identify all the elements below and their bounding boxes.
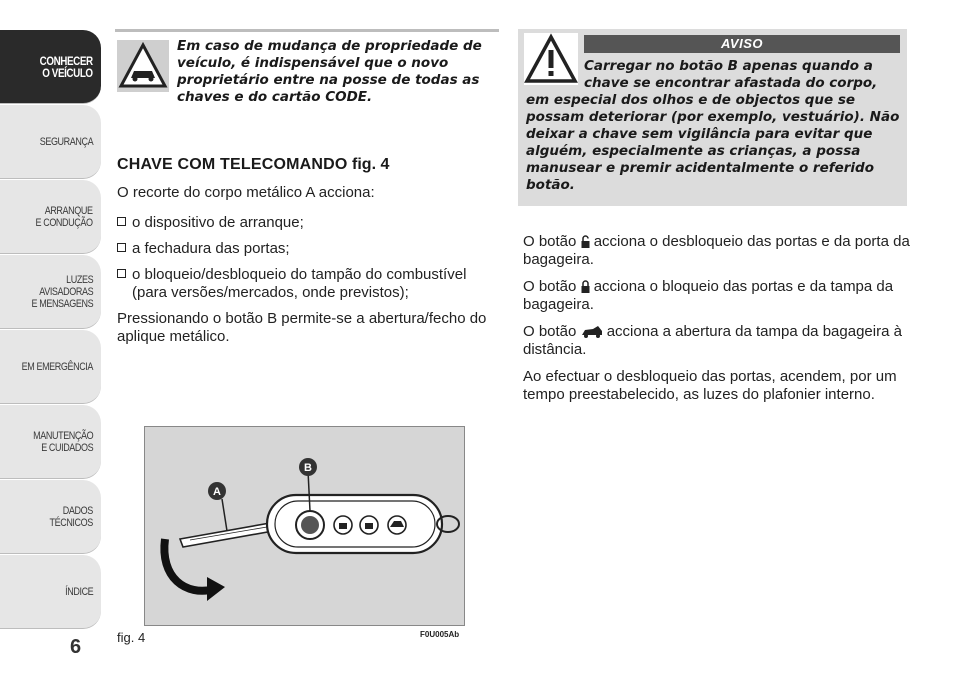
list-item: o bloqueio/desbloqueio do tampão do combustível (para versões/mercados, onde previstos);: [117, 266, 497, 302]
list-item: o dispositivo de arranque;: [117, 214, 497, 232]
closing-paragraph: Pressionando o botão B permite-se a abertura/fecho do aplique metálico.: [117, 310, 487, 345]
tab-luzes-avisadoras[interactable]: [0, 255, 101, 329]
p3-before: O botão: [523, 323, 577, 340]
tab-label: CONHECER O VEÍCULO: [39, 53, 93, 80]
figure-code: F0U005Ab: [420, 630, 460, 639]
top-rule: [115, 29, 499, 32]
tab-label: ARRANQUE E CONDUÇÃO: [35, 204, 93, 229]
key-figure: [144, 426, 465, 626]
tab-label: SEGURANÇA: [39, 135, 93, 148]
p2-before: O botão: [523, 278, 577, 295]
label-b: B: [304, 462, 312, 474]
tab-label: MANUTENÇÃO E CUIDADOS: [32, 429, 93, 454]
p3-after: acciona a abertura da tampa da bagageira à distância.: [523, 323, 902, 358]
bullet-list: [117, 214, 497, 310]
ownership-notice: [117, 38, 499, 106]
section-figure-ref: fig. 4: [352, 156, 390, 173]
p1-after: acciona o desbloqueio das portas e da porta da bagageira.: [523, 233, 910, 268]
warning-title: AVISO: [584, 35, 900, 53]
lock-paragraph: [523, 278, 915, 314]
unlock-padlock-icon: [581, 235, 590, 248]
page-number: 6: [70, 636, 82, 658]
label-a: A: [213, 486, 221, 498]
tab-arranque-e-conducao[interactable]: [0, 180, 101, 254]
unlock-paragraph: [523, 233, 915, 269]
interior-light-paragraph: Ao efectuar o desbloqueio das portas, acendem, por um tempo preestabelecido, as luzes do plafonier interno.: [523, 368, 897, 403]
tab-indice[interactable]: [0, 555, 101, 629]
figure-caption: fig. 4: [117, 630, 146, 645]
lock-padlock-icon: [581, 280, 590, 293]
car-trunk-icon: [581, 326, 603, 338]
tab-seguranca[interactable]: [0, 105, 101, 179]
section-title-text: CHAVE COM TELECOMANDO: [117, 156, 348, 173]
tab-dados-tecnicos[interactable]: [0, 480, 101, 554]
warning-lead: Carregar no botão B apenas quando a chave se encontrar afastada do corpo,: [584, 58, 878, 91]
section-title: [117, 156, 389, 174]
p1-before: O botão: [523, 233, 577, 250]
tab-label: LUZES AVISADORAS E MENSAGENS: [31, 273, 93, 310]
p2-after: acciona o bloqueio das portas e da tampa da bagageira.: [523, 278, 894, 313]
tab-label: EM EMERGÊNCIA: [21, 360, 93, 373]
warning-body: em especial dos olhos e de objectos que se possam deteriorar (por exemplo, vestuário). Não deixar a chave sem vigilância para evitar que alguém, especialmente as crianças, a possa manusear e premir acidentalmente o referido botão.: [526, 92, 900, 193]
notice-text: Em caso de mudança de propriedade de veículo, é indispensável que o novo proprietário entre na posse de todas as chaves e do cartão CODE.: [177, 38, 482, 105]
tab-em-emergencia[interactable]: [0, 330, 101, 404]
intro-paragraph: O recorte do corpo metálico A acciona:: [117, 184, 375, 201]
trunk-paragraph: [523, 323, 915, 359]
list-item: a fechadura das portas;: [117, 240, 497, 258]
tab-label: ÍNDICE: [64, 585, 93, 598]
tab-label: DADOS TÉCNICOS: [49, 504, 93, 529]
key-illustration: [145, 427, 464, 625]
tab-manutencao[interactable]: [0, 405, 101, 479]
tab-conhecer-o-veiculo[interactable]: [0, 30, 101, 104]
warning-text: [526, 58, 901, 194]
car-warning-icon: [117, 40, 169, 92]
